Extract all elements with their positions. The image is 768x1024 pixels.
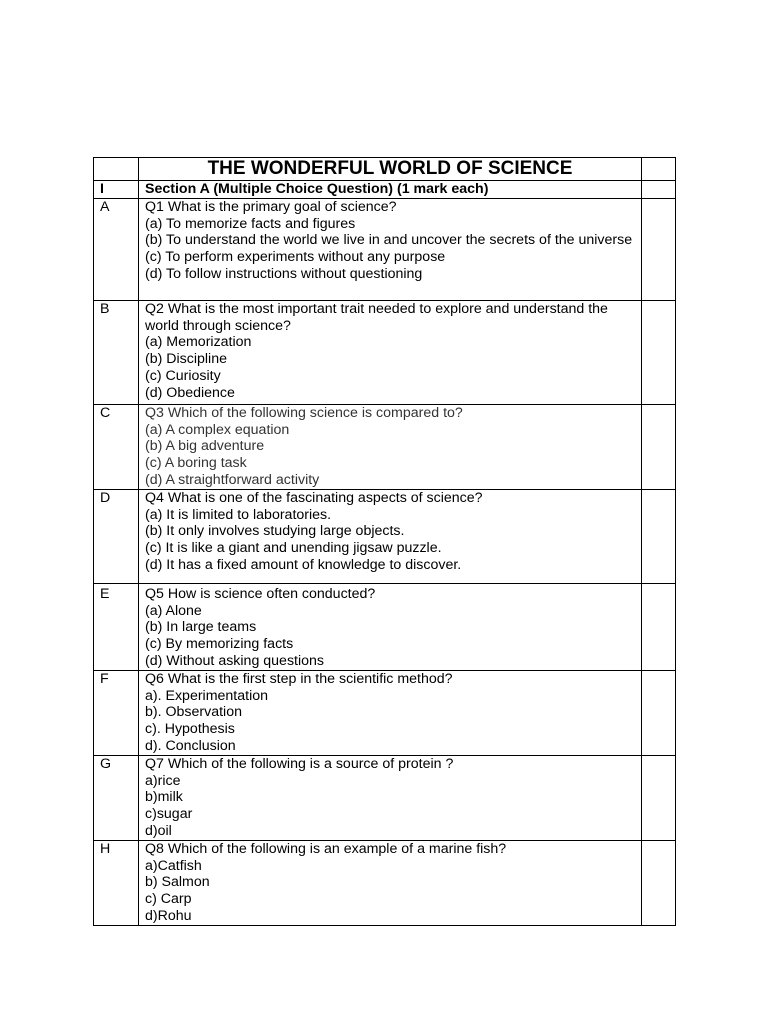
question-text: Q8 Which of the following is an example of a marine fish?	[145, 840, 507, 857]
title-marks-cell	[642, 158, 676, 181]
option-a: (a) Memorization	[145, 334, 252, 351]
question-label: C	[94, 404, 139, 489]
question-text: Q6 What is the first step in the scientific method?	[145, 670, 453, 687]
question-row	[94, 489, 676, 583]
marks-cell	[642, 404, 676, 489]
marks-cell	[642, 489, 676, 583]
option-b: (b) In large teams	[145, 619, 257, 636]
question-cell	[139, 670, 642, 755]
option-d: d)oil	[145, 822, 172, 839]
question-row	[94, 198, 676, 300]
option-d: (d) Obedience	[145, 384, 235, 401]
option-a: (a) A complex equation	[145, 421, 290, 438]
question-label: G	[94, 755, 139, 840]
option-b: (b) A big adventure	[145, 438, 265, 455]
option-d: (d) A straightforward activity	[145, 471, 320, 488]
option-d: (d) It has a fixed amount of knowledge to discover.	[145, 556, 462, 573]
option-d: (d) Without asking questions	[145, 652, 325, 669]
question-row	[94, 404, 676, 489]
option-d: d). Conclusion	[145, 737, 236, 754]
question-cell	[139, 755, 642, 840]
option-c: (c) It is like a giant and unending jigsaw puzzle.	[145, 540, 442, 557]
option-b: b)milk	[145, 789, 183, 806]
marks-cell	[642, 300, 676, 404]
question-text: Q1 What is the primary goal of science?	[145, 198, 397, 215]
option-c: c). Hypothesis	[145, 721, 235, 738]
option-d: (d) To follow instructions without questioning	[145, 265, 423, 282]
question-label: A	[94, 198, 139, 300]
option-a: (a) Alone	[145, 602, 202, 619]
question-label: H	[94, 840, 139, 925]
question-cell	[139, 300, 642, 404]
question-cell	[139, 583, 642, 670]
question-cell	[139, 404, 642, 489]
question-table	[93, 157, 676, 926]
title-label-cell	[94, 158, 139, 181]
question-label: E	[94, 583, 139, 670]
marks-cell	[642, 840, 676, 925]
option-a: (a) It is limited to laboratories.	[145, 506, 332, 523]
question-cell	[139, 489, 642, 583]
question-row	[94, 670, 676, 755]
marks-cell	[642, 583, 676, 670]
question-label: B	[94, 300, 139, 404]
option-c: (c) A boring task	[145, 455, 247, 472]
question-text: Q5 How is science often conducted?	[145, 585, 376, 602]
question-text: Q4 What is one of the fascinating aspects of science?	[145, 489, 483, 506]
marks-cell	[642, 670, 676, 755]
option-a: a). Experimentation	[145, 687, 269, 704]
option-a: a)rice	[145, 772, 181, 789]
option-c: (c) Curiosity	[145, 367, 221, 384]
question-cell	[139, 198, 642, 300]
question-text: Q7 Which of the following is a source of protein ?	[145, 755, 454, 772]
option-b: b) Salmon	[145, 874, 210, 891]
option-a: a)Catfish	[145, 857, 202, 874]
question-row	[94, 583, 676, 670]
option-c: (c) To perform experiments without any purpose	[145, 249, 446, 266]
option-b: (b) It only involves studying large objects.	[145, 523, 405, 540]
question-row	[94, 755, 676, 840]
question-cell	[139, 840, 642, 925]
marks-cell	[642, 755, 676, 840]
section-marks-cell	[642, 181, 676, 199]
option-a: (a) To memorize facts and figures	[145, 215, 356, 232]
question-label: D	[94, 489, 139, 583]
option-b: (b) To understand the world we live in and uncover the secrets of the universe	[145, 232, 633, 249]
title-row	[94, 158, 676, 181]
question-text: Q2 What is the most important trait needed to explore and understand the world through science?	[145, 300, 608, 334]
question-label: F	[94, 670, 139, 755]
question-row	[94, 300, 676, 404]
option-c: c)sugar	[145, 806, 193, 823]
marks-cell	[642, 198, 676, 300]
page-title: THE WONDERFUL WORLD OF SCIENCE	[139, 158, 642, 181]
option-c: c) Carp	[145, 891, 192, 908]
option-b: b). Observation	[145, 704, 242, 721]
question-row	[94, 840, 676, 925]
section-row	[94, 181, 676, 199]
section-number: I	[94, 181, 139, 199]
option-c: (c) By memorizing facts	[145, 636, 294, 653]
option-d: d)Rohu	[145, 907, 192, 924]
question-text: Q3 Which of the following science is compared to?	[145, 404, 463, 421]
section-heading: Section A (Multiple Choice Question) (1 mark each)	[139, 181, 642, 199]
option-b: (b) Discipline	[145, 351, 227, 368]
